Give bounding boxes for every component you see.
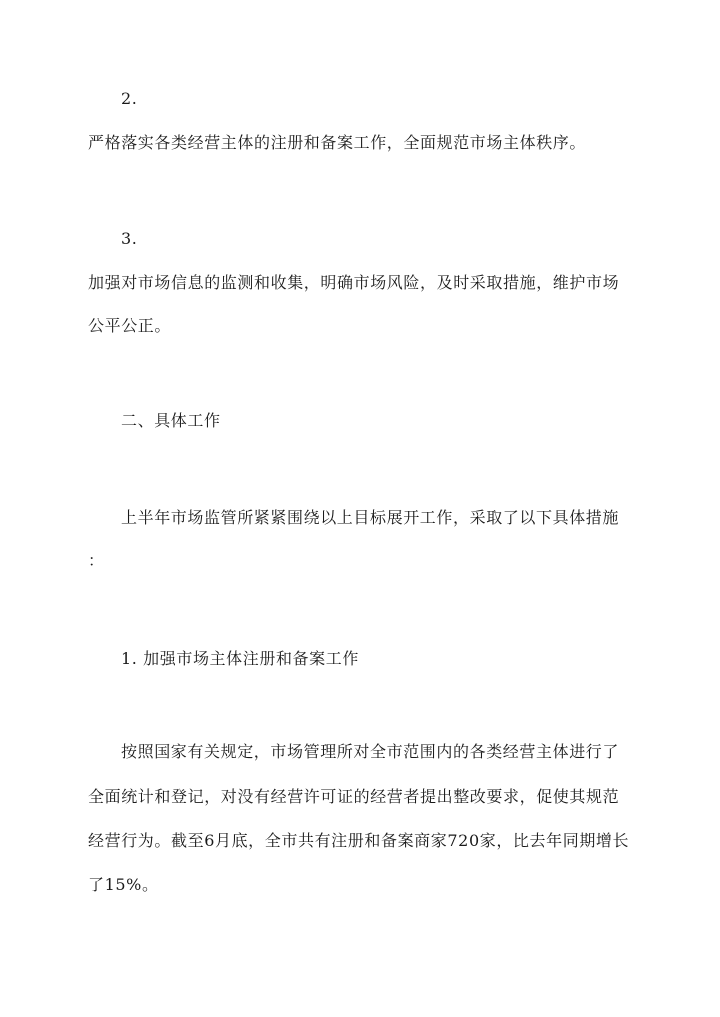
item-2-text: 严格落实各类经营主体的注册和备案工作，全面规范市场主体秩序。 bbox=[88, 133, 587, 152]
item-2-number: 2. bbox=[121, 89, 138, 108]
item-3-text-line-1: 加强对市场信息的监测和收集，明确市场风险，及时采取措施，维护市场 bbox=[88, 273, 620, 292]
subsection-1-body-line-3: 经营行为。截至6月底，全市共有注册和备案商家720家，比去年同期增长 bbox=[88, 831, 630, 850]
item-3-number: 3. bbox=[121, 229, 138, 248]
section-2-intro-line-2: ： bbox=[88, 551, 105, 570]
subsection-1-heading: 1. 加强市场主体注册和备案工作 bbox=[121, 649, 359, 668]
subsection-1-body-line-1: 按照国家有关规定，市场管理所对全市范围内的各类经营主体进行了 bbox=[121, 742, 620, 761]
subsection-1-body-line-4: 了15%。 bbox=[88, 875, 159, 894]
section-2-heading: 二、具体工作 bbox=[121, 411, 221, 430]
item-3-text-line-2: 公平公正。 bbox=[88, 316, 172, 335]
section-2-intro-line-1: 上半年市场监管所紧紧围绕以上目标展开工作，采取了以下具体措施 bbox=[121, 508, 620, 527]
subsection-1-body-line-2: 全面统计和登记，对没有经营许可证的经营者提出整改要求，促使其规范 bbox=[88, 787, 620, 806]
